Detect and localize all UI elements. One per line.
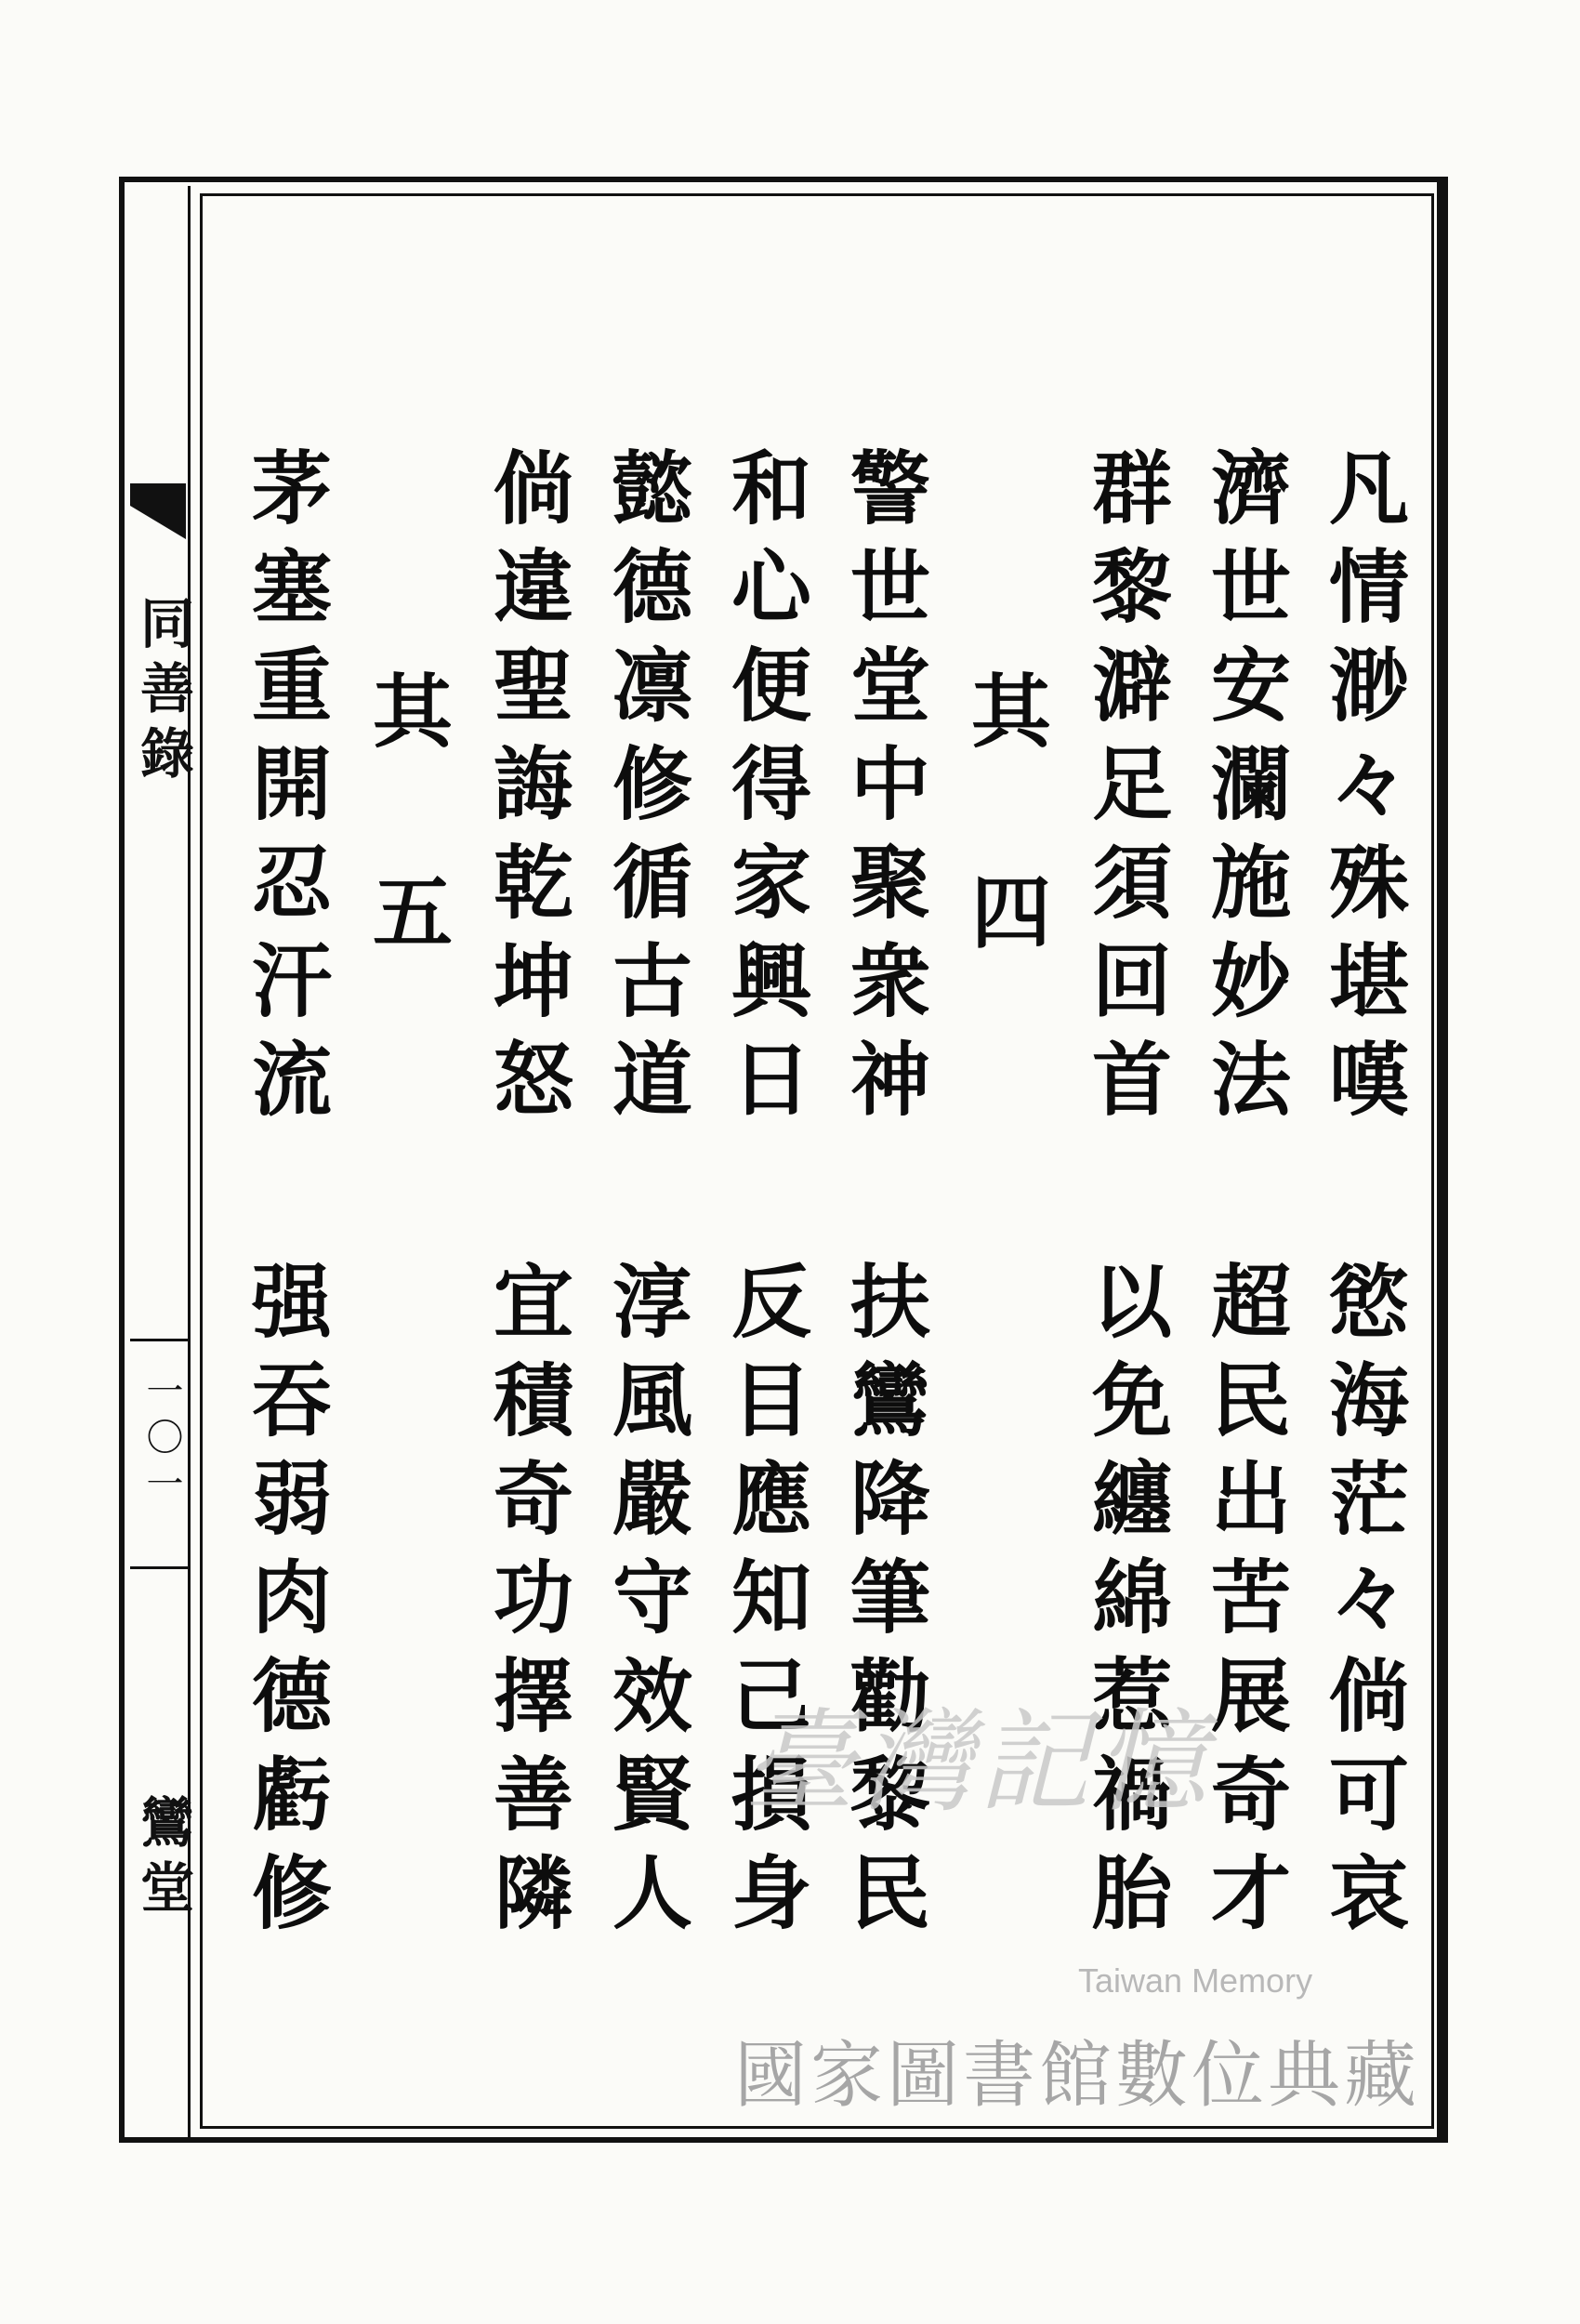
section-heading-four: 其四 — [957, 669, 1051, 1071]
gutter-page-number: 一〇一 — [140, 1371, 183, 1511]
right-border-rule — [1437, 178, 1448, 2142]
poem-col-10-top: 茅塞重開忍汗流 — [238, 446, 332, 1136]
poem-col-2-top: 濟世安瀾施妙法 — [1197, 446, 1291, 1136]
poem-col-10-bottom: 强吞弱肉德虧修 — [238, 1260, 332, 1949]
poem-col-2-bottom: 超民出苦展奇才 — [1197, 1260, 1291, 1949]
poem-col-1-bottom: 慾海茫々倘可哀 — [1315, 1260, 1409, 1949]
watermark-logo: 臺灣記憶 — [744, 1698, 1212, 1828]
gutter-divider-top — [130, 1339, 190, 1341]
gutter-divider-bottom — [130, 1566, 190, 1569]
poem-col-5-bottom: 扶鸞降筆勸黎民 — [836, 1260, 930, 1949]
section-heading-five: 其五 — [359, 669, 453, 1071]
poem-col-7-top: 懿德凛修循古道 — [599, 446, 692, 1136]
poem-col-6-bottom: 反目應知己損身 — [718, 1260, 811, 1949]
poem-col-8-top: 倘違聖誨乾坤怒 — [480, 446, 573, 1136]
watermark-english: Taiwan Memory — [1078, 1961, 1313, 2000]
poem-col-5-top: 警世堂中聚衆神 — [836, 446, 930, 1136]
poem-col-6-top: 和心便得家興日 — [718, 446, 811, 1136]
poem-col-3-bottom: 以免纏綿惹禍胎 — [1078, 1260, 1172, 1949]
poem-col-8-bottom: 宜積奇功擇善隣 — [480, 1260, 573, 1949]
poem-col-1-top: 凡情渺々殊堪嘆 — [1315, 446, 1409, 1136]
gutter-title: 同善錄 — [131, 595, 194, 790]
poem-col-7-bottom: 淳風嚴守效賢人 — [599, 1260, 692, 1949]
poem-col-3-top: 群黎澼足須回首 — [1078, 446, 1172, 1136]
gutter-hall-name: 鸞堂 — [131, 1794, 194, 1924]
watermark-chinese: 國家圖書館數位典藏 — [734, 2034, 1421, 2118]
